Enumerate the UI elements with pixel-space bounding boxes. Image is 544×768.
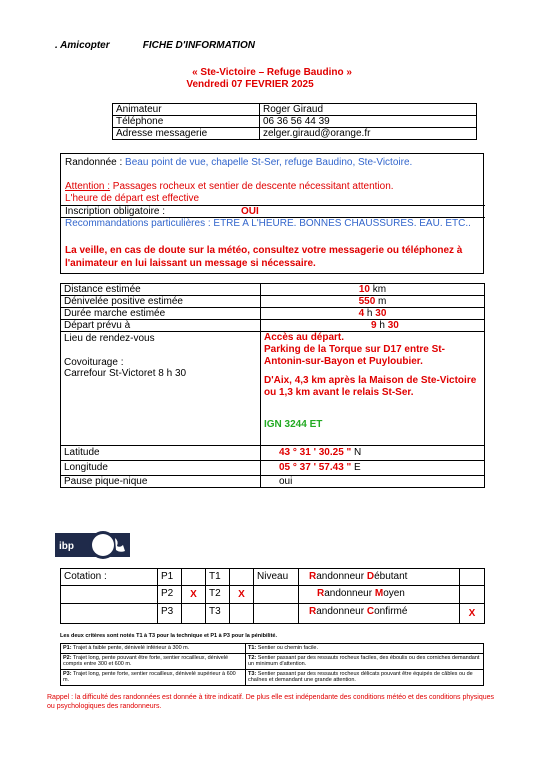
p-mark: X: [182, 586, 206, 604]
p-level: P3: [158, 604, 182, 624]
reco-line: [65, 218, 477, 229]
empty-cell: [254, 586, 299, 604]
level-mark: X: [460, 604, 485, 624]
table-row: [61, 284, 485, 296]
rando-line: [65, 157, 412, 168]
rdv-label: Lieu de rendez-vous: [64, 333, 155, 344]
cotation-label: Cotation :: [61, 569, 158, 586]
coord-value: oui: [261, 476, 485, 488]
table-row: [61, 296, 485, 308]
t-level: T2: [206, 586, 230, 604]
outing-title: « Ste-Victoire – Refuge Baudino »: [192, 67, 352, 78]
stat-value: 9 h 30: [261, 320, 485, 332]
t-mark: X: [230, 586, 254, 604]
table-row: [61, 320, 485, 332]
cotation-table: [60, 568, 485, 624]
coord-label: Latitude: [61, 446, 261, 461]
contact-value: 06 36 56 44 39: [260, 116, 477, 128]
t-mark: [230, 604, 254, 624]
contact-label: Animateur: [113, 104, 260, 116]
reco-value: ETRE A L'HEURE. BONNES CHAUSSURES. EAU. ETC..: [210, 218, 471, 229]
table-row: [61, 308, 485, 320]
table-row: [113, 128, 477, 140]
inscription-value: OUI: [241, 206, 259, 217]
legend-intro: Les deux critères sont notés T1 à T3 pour la technique et P1 à P3 pour la pénibilité.: [60, 633, 278, 639]
p-mark: [182, 604, 206, 624]
attention-label: Attention :: [65, 181, 111, 192]
info-box: [60, 153, 484, 274]
heure-note: L'heure de départ est effective: [65, 193, 200, 204]
legend-p: P3: Trajet long, pente forte, sentier rocailleux, dénivelé supérieur à 600 m.: [61, 669, 246, 685]
empty-cell: [254, 604, 299, 624]
table-row: [113, 104, 477, 116]
empty-cell: [61, 604, 158, 624]
p-level: P2: [158, 586, 182, 604]
legend-t: T2: Sentier passant par des ressauts rocheux faciles, des éboulis ou des corniches demandant un minimum d'attention.: [246, 653, 484, 669]
table-row: [113, 116, 477, 128]
table-row: [61, 669, 484, 685]
stat-value: 550 m: [261, 296, 485, 308]
stat-label: Dénivelée positive estimée: [61, 296, 261, 308]
contact-label: Adresse messagerie: [113, 128, 260, 140]
rdv-left: [61, 332, 261, 446]
t-level: T3: [206, 604, 230, 624]
inscription-row: [61, 205, 485, 218]
stats-table: [60, 283, 485, 488]
level-confirme: Randonneur Confirmé: [299, 604, 460, 624]
rando-label: Randonnée :: [65, 157, 123, 168]
inscription-label: Inscription obligatoire :: [65, 206, 166, 217]
table-row: [61, 446, 485, 461]
t-mark: [230, 569, 254, 586]
stat-label: Distance estimée: [61, 284, 261, 296]
stat-value: 4 h 30: [261, 308, 485, 320]
stat-label: Départ prévu à: [61, 320, 261, 332]
table-row: [61, 644, 484, 654]
covoit-label: Covoiturage :: [64, 357, 124, 368]
level-mark: [460, 569, 485, 586]
ign-map: IGN 3244 ET: [264, 419, 323, 430]
legend-table: [60, 643, 484, 686]
coord-value: 43 ° 31 ' 30.25 " N: [261, 446, 485, 461]
rdv-access: Accès au départ.: [264, 332, 345, 343]
meteo-warning: La veille, en cas de doute sur la météo, consultez votre messagerie ou téléphonez à l'animateur en lui laissant un message si nécessaire.: [65, 245, 463, 269]
brand-name: . Amicopter: [55, 40, 110, 51]
rando-value: Beau point de vue, chapelle St-Ser, refuge Baudino, Ste-Victoire.: [122, 157, 413, 168]
stat-label: Durée marche estimée: [61, 308, 261, 320]
table-row: [61, 604, 485, 624]
level-debutant: Randonneur Débutant: [299, 569, 460, 586]
table-row: [61, 332, 485, 446]
reco-label: Recommandations particulières :: [65, 218, 211, 229]
legend-p: P2: Trajet long, pente pouvant être forte, sentier rocailleux, dénivelé compris entre 300 et 600 m.: [61, 653, 246, 669]
rappel-note: Rappel : la difficulté des randonnées est donnée à titre indicatif. De plus elle est indépendante des conditions météo et des conditions physiques ou psychologiques des randonneurs.: [47, 694, 494, 710]
legend-t: T1: Sentier ou chemin facile.: [246, 644, 484, 654]
p-mark: [182, 569, 206, 586]
document-title: FICHE D'INFORMATION: [142, 40, 255, 51]
level-moyen: Randonneur Moyen: [299, 586, 460, 604]
covoit-value: Carrefour St-Victoret 8 h 30: [64, 368, 187, 379]
contact-value: zelger.giraud@orange.fr: [260, 128, 477, 140]
rdv-right: [261, 332, 485, 446]
contact-label: Téléphone: [113, 116, 260, 128]
svg-text:ibp: ibp: [59, 541, 74, 552]
rdv-directions: D'Aix, 4,3 km après la Maison de Ste-Victoire ou 1,3 km avant le relais St-Ser.: [264, 375, 477, 398]
attention-value: Passages rocheux et sentier de descente nécessitant attention.: [110, 181, 394, 192]
contact-value: Roger Giraud: [260, 104, 477, 116]
outing-date: Vendredi 07 FEVRIER 2025: [186, 79, 314, 90]
table-row: [61, 569, 485, 586]
page-header: [55, 40, 255, 51]
coord-value: 05 ° 37 ' 57.43 " E: [261, 461, 485, 476]
legend-p: P1: Trajet à faible pente, dénivelé inférieur à 300 m.: [61, 644, 246, 654]
table-row: [61, 476, 485, 488]
stat-value: 10 km: [261, 284, 485, 296]
ibp-logo: [55, 530, 130, 560]
t-level: T1: [206, 569, 230, 586]
niveau-label: Niveau: [254, 569, 299, 586]
p-level: P1: [158, 569, 182, 586]
table-row: [61, 461, 485, 476]
table-row: [61, 586, 485, 604]
coord-label: Pause pique-nique: [61, 476, 261, 488]
level-mark: [460, 586, 485, 604]
contact-table: [112, 103, 477, 140]
rdv-parking: Parking de la Torque sur D17 entre St-Antonin-sur-Bayon et Puyloubier.: [264, 344, 445, 367]
attention-line: [65, 181, 394, 192]
coord-label: Longitude: [61, 461, 261, 476]
table-row: [61, 653, 484, 669]
empty-cell: [61, 586, 158, 604]
legend-t: T3: Sentier passant par des ressauts rocheux délicats pouvant être équipés de câbles ou de chaînes et demandant une grande attention.: [246, 669, 484, 685]
